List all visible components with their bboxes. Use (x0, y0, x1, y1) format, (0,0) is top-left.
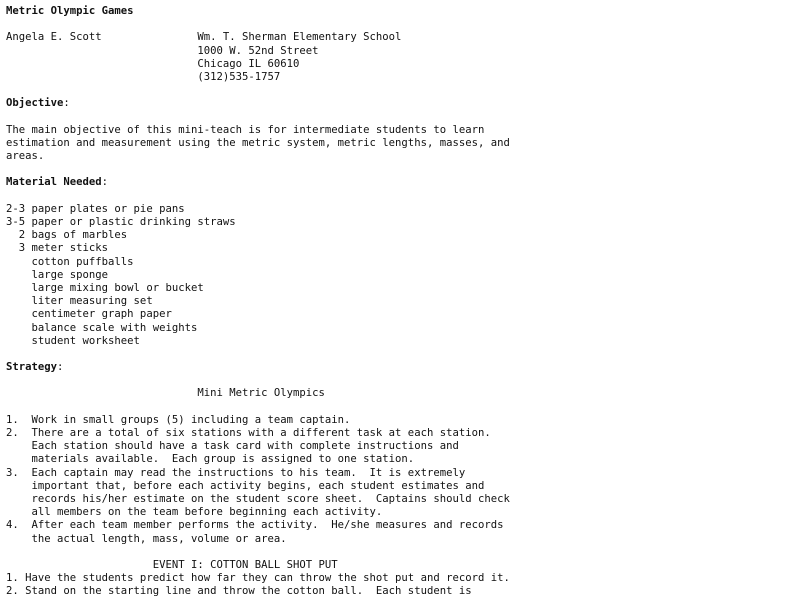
line-text: The main objective of this mini-teach is for intermediate students to learn (6, 123, 485, 136)
text-line (6, 176, 796, 189)
line-text: 1. Have the students predict how far they can throw the shot put and record it. (6, 572, 510, 585)
heading-colon: : (63, 97, 70, 110)
line-text: 3. Each captain may read the instructions to his team. It is extremely (6, 466, 466, 479)
text-line (6, 242, 796, 255)
line-text: Angela E. Scott Wm. T. Sherman Elementary School (6, 31, 402, 44)
text-line (6, 229, 796, 242)
text-line (6, 269, 796, 282)
line-text: Mini Metric Olympics (6, 387, 325, 400)
text-line (6, 361, 796, 374)
blank-line (6, 18, 796, 31)
line-text: 2. Stand on the starting line and throw the cotton ball. Each student is (6, 585, 472, 598)
blank-line (6, 111, 796, 124)
text-line (6, 31, 796, 44)
text-line (6, 58, 796, 71)
line-text: materials available. Each group is assigned to one station. (6, 453, 415, 466)
text-line (6, 256, 796, 269)
line-text: student worksheet (6, 334, 140, 347)
text-line (6, 467, 796, 480)
line-text: records his/her estimate on the student score sheet. Captains should check (6, 492, 510, 505)
text-line (6, 150, 796, 163)
text-line (6, 585, 796, 598)
line-text: large mixing bowl or bucket (6, 281, 204, 294)
text-line (6, 203, 796, 216)
blank-line (6, 348, 796, 361)
text-line (6, 5, 796, 18)
heading-colon: : (57, 361, 64, 374)
text-line (6, 322, 796, 335)
text-line (6, 480, 796, 493)
line-text: centimeter graph paper (6, 308, 172, 321)
text-line (6, 137, 796, 150)
section-heading: Material Needed (6, 176, 102, 189)
blank-line (6, 84, 796, 97)
line-text: Chicago IL 60610 (6, 57, 300, 70)
line-text: (312)535-1757 (6, 70, 281, 83)
line-text: 4. After each team member performs the activity. He/she measures and records (6, 519, 504, 532)
line-text: 1. Work in small groups (5) including a team captain. (6, 413, 351, 426)
line-text: estimation and measurement using the metric system, metric lengths, masses, and (6, 136, 510, 149)
section-heading: Objective (6, 97, 64, 110)
line-text: 3 meter sticks (6, 242, 109, 255)
text-line (6, 335, 796, 348)
text-line (6, 440, 796, 453)
line-text: 2 bags of marbles (6, 229, 128, 242)
blank-line (6, 401, 796, 414)
text-line (6, 519, 796, 532)
text-line (6, 453, 796, 466)
document-body (6, 5, 796, 598)
text-line (6, 387, 796, 400)
line-text: 2-3 paper plates or pie pans (6, 202, 185, 215)
text-line (6, 414, 796, 427)
text-line (6, 97, 796, 110)
line-text: large sponge (6, 268, 109, 281)
line-text: important that, before each activity begins, each student estimates and (6, 479, 485, 492)
heading-colon: : (101, 176, 109, 189)
text-line (6, 506, 796, 519)
text-line (6, 45, 796, 58)
text-line (6, 71, 796, 84)
line-text: the actual length, mass, volume or area. (6, 532, 287, 545)
text-line (6, 124, 796, 137)
text-line (6, 559, 796, 572)
line-text: all members on the team before beginning each activity. (6, 506, 383, 519)
blank-line (6, 190, 796, 203)
text-line (6, 572, 796, 585)
text-line (6, 493, 796, 506)
section-heading: Strategy (6, 361, 58, 374)
line-text: 1000 W. 52nd Street (6, 44, 319, 57)
line-text: liter measuring set (6, 295, 153, 308)
text-line (6, 216, 796, 229)
text-line (6, 427, 796, 440)
line-text: EVENT I: COTTON BALL SHOT PUT (6, 558, 338, 571)
text-line (6, 282, 796, 295)
blank-line (6, 163, 796, 176)
line-text: 3-5 paper or plastic drinking straws (6, 216, 236, 228)
text-line (6, 295, 796, 308)
line-text: balance scale with weights (6, 321, 198, 334)
blank-line (6, 374, 796, 387)
line-text: cotton puffballs (6, 255, 134, 268)
line-text: areas. (6, 150, 45, 163)
line-text: 2. There are a total of six stations with a different task at each station. (6, 427, 491, 439)
section-heading: Metric Olympic Games (6, 5, 134, 17)
line-text: Each station should have a task card with complete instructions and (6, 440, 459, 453)
text-line (6, 533, 796, 546)
text-line (6, 308, 796, 321)
blank-line (6, 546, 796, 559)
